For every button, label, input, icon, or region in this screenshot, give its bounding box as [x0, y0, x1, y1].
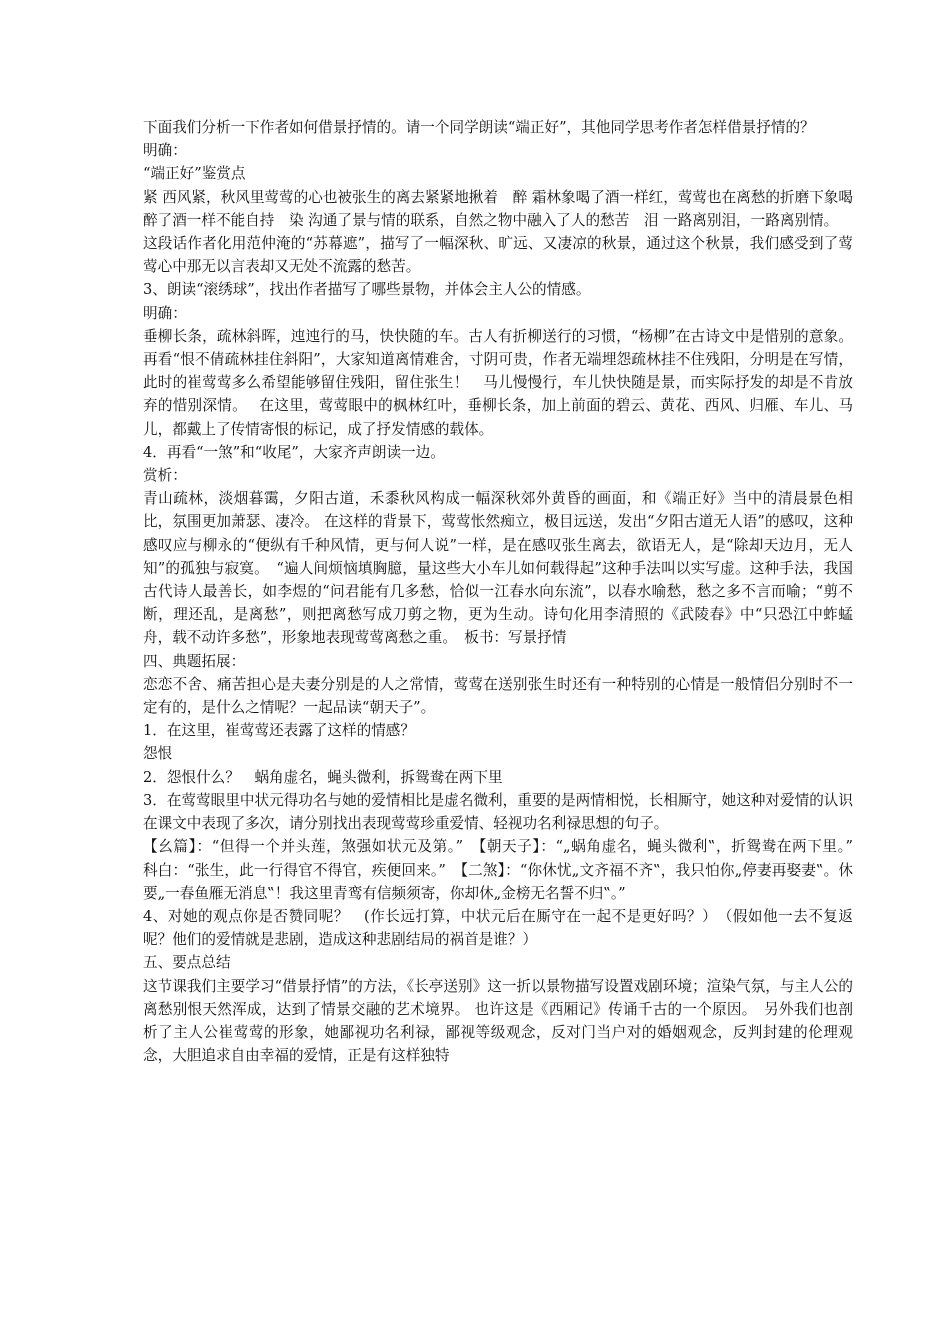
- paragraph-gunxiuqiu-analysis: 垂柳长条，疏林斜晖，迍迍行的马，快快随的车。古人有折柳送行的习惯，“杨柳”在古诗文中是惜别的意象。再看“恨不倩疏林挂住斜阳”，大家知道离情难舍，寸阴可贵，作者无端埋怨疏林挂不住残阳，分明是在写情，此时的崔莺莺多么希望能够留住残阳，留住张生！ 马儿慢慢行，车儿快快随是景，而实际抒发的却是不肯放弃的惜别深情。 在这里，莺莺眼中的枫林红叶，垂柳长条，加上前面的碧云、黄花、西风、归雁、车儿、马儿，都戴上了传情寄恨的标记，成了抒发情感的载体。: [143, 327, 853, 438]
- paragraph-section-5-heading: 五、要点总结: [143, 954, 231, 972]
- document-page: [143, 116, 873, 1067]
- paragraph-yisha-analysis: 青山疏林，淡烟暮霭，夕阳古道，禾黍秋风构成一幅深秋郊外黄昏的画面，和《端正好》当中的清晨景色相比，氛围更加萧瑟、凄冷。 在这样的背景下，莺莺怅然痴立，极目远送，发出“夕阳古道无人语”的感叹，这种感叹应与柳永的“便纵有千种风情，更与何人说”一样，是在感叹张生离去，欲语无人，是“除却天边月，无人知”的孤独与寂寞。 “遍人间烦恼填胸臆，量这些大小车儿如何载得起”这种手法叫以实写虚。这种手法，我国古代诗人最善长，如李煜的“问君能有几多愁，恰似一江春水向东流”，以春水喻愁，愁之多不言而喻；“剪不断，理还乱，是离愁”，则把离愁写成刀剪之物，更为生动。诗句化用李清照的《武陵春》中“只恐江中蚱蜢舟，载不动许多愁”，形象地表现莺莺离愁之重。 板书：写景抒情: [143, 490, 853, 647]
- paragraph-section-4-heading: 四、典题拓展：: [143, 652, 246, 670]
- paragraph-sumuzhe: 这段话作者化用范仲淹的“苏幕遮”，描写了一幅深秋、旷远、又凄凉的秋景，通过这个秋景，我们感受到了莺莺心中那无以言表却又无处不流露的愁苦。: [143, 235, 853, 276]
- paragraph-quotes: 【幺篇】：“但得一个并头莲，煞强如状元及第。” 【朝天子】：“„蜗角虚名，蝇头微利‟，折鸳鸯在两下里。” 科白：“张生，此一行得官不得官，疾便回来。” 【二煞】：“你休忧„文齐福不齐‟，我只怕你„停妻再娶妻‟。休要„一春鱼雁无消息‟！我这里青鸾有信频须寄，你却休„金榜无名誓不归‟。”: [143, 838, 873, 902]
- paragraph-label-shangxi: 赏析：: [143, 467, 187, 485]
- paragraph-ext-question-4: 4、对她的观点你是否赞同呢？ (作长远打算，中状元后在厮守在一起不是更好吗？） （假如他一去不复返呢？他们的爱情就是悲剧，造成这种悲剧结局的祸首是谁？）: [143, 907, 853, 949]
- paragraph-question-4: 4．再看“一煞”和“收尾”，大家齐声朗读一边。: [143, 443, 445, 461]
- paragraph-label-mingque-2: 明确：: [143, 304, 187, 322]
- paragraph-summary: 这节课我们主要学习“借景抒情”的方法，《长亭送别》这一折以景物描写设置戏剧环境；渲染气氛，与主人公的离愁别恨天然浑成，达到了情景交融的艺术境界。 也许这是《西厢记》传诵千古的一个原因。 另外我们也剖析了主人公崔莺莺的形象，她鄙视功名利禄，鄙视等级观念，反对门当户对的婚姻观念，反判封建的伦理观念，大胆追求自由幸福的爱情，正是有这样独特: [143, 977, 853, 1065]
- paragraph-intro: 下面我们分析一下作者如何借景抒情的。请一个同学朗读“端正好”，其他同学思考作者怎样借景抒情的？: [143, 119, 815, 136]
- paragraph-label-mingque: 明确：: [143, 142, 187, 160]
- paragraph-ext-question-2: 2．怨恨什么？ 蜗角虚名，蝇头微利，拆鸳鸯在两下里: [143, 768, 503, 786]
- paragraph-ext-answer-1: 怨恨: [143, 745, 173, 763]
- paragraph-extension-intro: 恋恋不舍、痛苦担心是夫妻分别是的人之常情，莺莺在送别张生时还有一种特别的心情是一般情侣分别时不一定有的，是什么之情呢？一起品读“朝天子”。: [143, 675, 853, 717]
- paragraph-ext-question-1: 1．在这里，崔莺莺还表露了这样的情感？: [143, 722, 415, 740]
- paragraph-ext-question-3: 3．在莺莺眼里中状元得功名与她的爱情相比是虚名微利，重要的是两情相悦，长相厮守，她这种对爱情的认识在课文中表现了多次，请分别找出表现莺莺珍重爱情、轻视功名利禄思想的句子。: [143, 791, 853, 833]
- paragraph-question-3: 3、朗读“滚绣球”，找出作者描写了哪些景物，并体会主人公的情感。: [143, 281, 591, 299]
- paragraph-heading-duanzhenghao: “端正好”鉴赏点: [143, 165, 246, 183]
- paragraph-appreciation-points: 紧 西风紧，秋风里莺莺的心也被张生的离去紧紧地揪着 醉 霜林象喝了酒一样红，莺莺也在离愁的折磨下象喝醉了酒一样不能自持 染 沟通了景与情的联系，自然之物中融入了人的愁苦 泪 一路离别泪，一路离别情。: [143, 188, 853, 229]
